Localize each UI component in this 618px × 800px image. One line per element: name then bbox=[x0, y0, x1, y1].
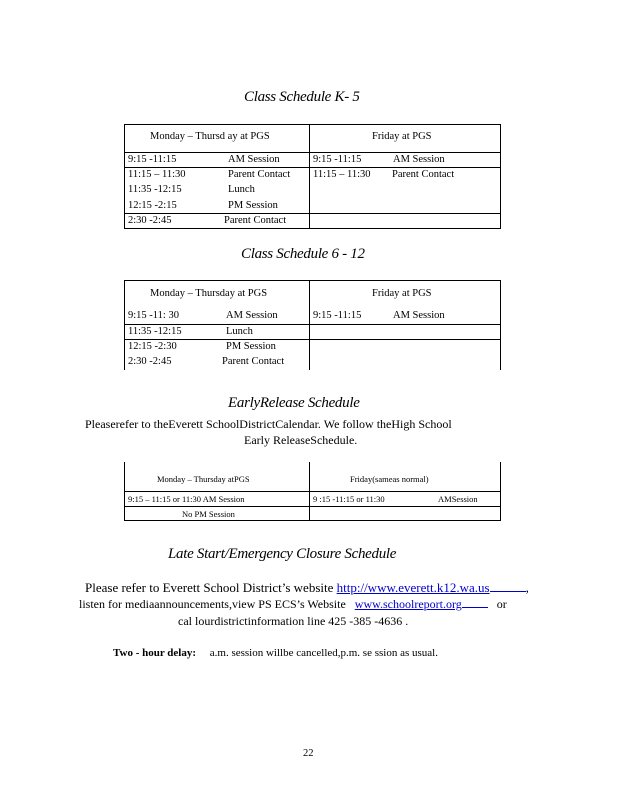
delay-label: Two - hour delay: bbox=[113, 647, 197, 659]
table-cell: 2:30 -2:45 bbox=[128, 215, 172, 226]
table-cell: 12:15 -2:15 bbox=[128, 200, 177, 211]
link-underline-pad bbox=[490, 581, 526, 592]
k5-header-right: Friday at PGS bbox=[372, 131, 432, 142]
early-title: EarlyRelease Schedule bbox=[228, 395, 360, 411]
page-number: 22 bbox=[303, 748, 314, 759]
table-cell: PM Session bbox=[226, 341, 276, 352]
table-cell: AM Session bbox=[393, 154, 445, 165]
table-cell: 12:15 -2:30 bbox=[128, 341, 177, 352]
early-header-right: Friday(sameas normal) bbox=[350, 474, 429, 484]
link-underline-pad bbox=[462, 597, 488, 608]
schoolreport-link[interactable]: www.schoolreport.org bbox=[354, 597, 462, 611]
table-cell: 11:35 -12:15 bbox=[128, 184, 182, 195]
table-cell: Parent Contact bbox=[224, 215, 287, 226]
table-cell: AM Session bbox=[228, 154, 280, 165]
table-cell: Lunch bbox=[226, 326, 253, 337]
table-cell: 11:35 -12:15 bbox=[128, 326, 182, 337]
late-title: Late Start/Emergency Closure Schedule bbox=[168, 546, 397, 562]
table-cell: 9:15 -11:15 bbox=[313, 154, 362, 165]
table-cell: 9:15 – 11:15 or 11:30 AM Session bbox=[128, 494, 245, 504]
table-cell: AM Session bbox=[393, 310, 445, 321]
table-cell: Parent Contact bbox=[222, 356, 285, 367]
delay-line bbox=[113, 647, 438, 659]
table-cell: PM Session bbox=[228, 200, 278, 211]
g612-header-left: Monday – Thursday at PGS bbox=[150, 288, 268, 299]
table-cell: Parent Contact bbox=[228, 169, 291, 180]
early-line-1: Pleaserefer to theEverett SchoolDistrictCalendar. We follow theHigh School bbox=[85, 417, 452, 431]
table-cell: 11:15 – 11:30 bbox=[313, 169, 371, 180]
late-line-1-text: Please refer to Everett School District’s website bbox=[85, 580, 334, 595]
table-cell: 11:15 – 11:30 bbox=[128, 169, 186, 180]
table-cell: 9:15 -11:15 bbox=[313, 310, 362, 321]
k5-title: Class Schedule K- 5 bbox=[244, 89, 360, 105]
late-line-1 bbox=[85, 580, 529, 596]
early-line-2: Early ReleaseSchedule. bbox=[244, 433, 358, 447]
early-header-left: Monday – Thursday atPGS bbox=[157, 474, 250, 484]
table-cell: Lunch bbox=[228, 184, 255, 195]
late-line-2 bbox=[79, 597, 507, 612]
table-cell: AM Session bbox=[226, 310, 278, 321]
table-cell: AMSession bbox=[438, 494, 478, 504]
table-cell: 2:30 -2:45 bbox=[128, 356, 172, 367]
table-cell: 9 :15 -11:15 or 11:30 bbox=[313, 494, 385, 504]
g612-header-right: Friday at PGS bbox=[372, 288, 432, 299]
late-line-1-end: , bbox=[525, 580, 529, 595]
table-cell: Parent Contact bbox=[392, 169, 455, 180]
district-website-link[interactable]: http://www.everett.k12.wa.us bbox=[336, 580, 490, 595]
late-line-3: cal lourdistrictinformation line 425 -385 -4636 . bbox=[178, 614, 409, 628]
late-line-2-text: listen for mediaannouncements,view PS ECS’s Website bbox=[79, 597, 346, 611]
table-cell: 9:15 -11: 30 bbox=[128, 310, 179, 321]
delay-text: a.m. session willbe cancelled,p.m. se ssion as usual. bbox=[209, 647, 438, 659]
g612-title: Class Schedule 6 - 12 bbox=[241, 246, 365, 262]
table-cell: No PM Session bbox=[182, 509, 235, 519]
table-cell: 9:15 -11:15 bbox=[128, 154, 177, 165]
late-line-2-end: or bbox=[496, 597, 507, 611]
k5-header-left: Monday – Thursd ay at PGS bbox=[150, 131, 270, 142]
